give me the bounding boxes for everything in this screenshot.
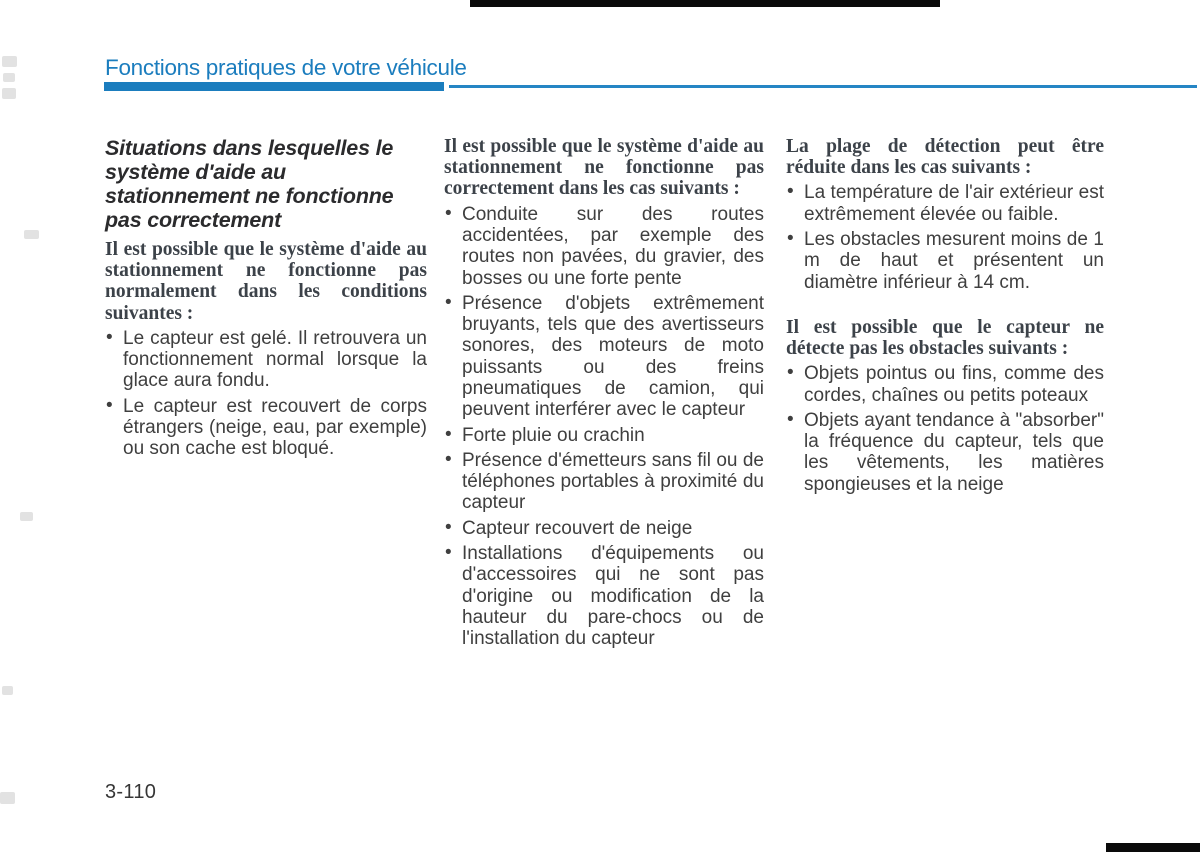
- section-intro: Il est possible que le système d'aide au stationnement ne fonctionne pas correctement dans les cas suivants :: [444, 136, 764, 200]
- bullet-item: • Conduite sur des routes accidentées, par exemple des routes non pavées, du gravier, des bosses ou une forte pente: [444, 204, 764, 289]
- header-rule-thick: [104, 82, 444, 91]
- section-intro: La plage de détection peut être réduite dans les cas suivants :: [786, 136, 1104, 179]
- scan-edge-mark: [2, 686, 13, 695]
- page-number: 3-110: [105, 781, 157, 803]
- section-intro: Il est possible que le système d'aide au stationnement ne fonctionne pas normalement dans les conditions suivantes :: [105, 239, 427, 324]
- column-2: [444, 136, 764, 650]
- scan-edge-mark: [24, 230, 39, 239]
- bullet-item: • Présence d'objets extrêmement bruyants, tels que des avertisseurs sonores, des moteurs de moto puissants ou des freins pneumatiques de camion, qui peuvent interférer avec le capteur: [444, 293, 764, 421]
- scan-edge-mark: [2, 56, 17, 67]
- section-title: Situations dans lesquelles le système d'aide au stationnement ne fonctionne pas correctement: [105, 136, 394, 232]
- scan-edge-mark: [2, 88, 16, 99]
- bullet-list: [105, 328, 427, 460]
- bullet-item: • Objets pointus ou fins, comme des cordes, chaînes ou petits poteaux: [786, 363, 1104, 406]
- scan-edge-mark: [3, 73, 15, 82]
- bullet-item: • Installations d'équipements ou d'accessoires qui ne sont pas d'origine ou modification de la hauteur du pare-chocs ou de l'installation du capteur: [444, 543, 764, 649]
- bullet-item: • Les obstacles mesurent moins de 1 m de haut et présentent un diamètre inférieur à 14 cm.: [786, 229, 1104, 293]
- section: [786, 136, 1104, 293]
- scan-artifact-top-bar: [470, 0, 940, 7]
- section: [444, 136, 764, 650]
- bullet-item: • Capteur recouvert de neige: [444, 518, 764, 539]
- chapter-header: Fonctions pratiques de votre véhicule: [105, 55, 467, 80]
- section-intro: Il est possible que le capteur ne détecte pas les obstacles suivants :: [786, 316, 1104, 360]
- bullet-item: • Présence d'émetteurs sans fil ou de téléphones portables à proximité du capteur: [444, 450, 764, 514]
- column-1: [105, 136, 427, 460]
- scan-artifact-bottom-bar: [1106, 843, 1200, 852]
- column-3: [786, 136, 1104, 495]
- bullet-list: [444, 204, 764, 650]
- bullet-item: • Forte pluie ou crachin: [444, 425, 764, 446]
- bullet-item: • Objets ayant tendance à "absorber" la fréquence du capteur, tels que les vêtements, les matières spongieuses et la neige: [786, 410, 1104, 495]
- section: [786, 317, 1104, 495]
- bullet-item: • La température de l'air extérieur est extrêmement élevée ou faible.: [786, 182, 1104, 225]
- bullet-item: • Le capteur est recouvert de corps étrangers (neige, eau, par exemple) ou son cache est bloqué.: [105, 396, 427, 460]
- bullet-list: [786, 363, 1104, 495]
- bullet-item: • Le capteur est gelé. Il retrouvera un fonctionnement normal lorsque la glace aura fondu.: [105, 328, 427, 392]
- header-rule-thin: [449, 85, 1197, 88]
- bullet-list: [786, 182, 1104, 292]
- section: [105, 136, 427, 460]
- scan-edge-mark: [0, 792, 15, 804]
- scan-edge-mark: [20, 512, 33, 521]
